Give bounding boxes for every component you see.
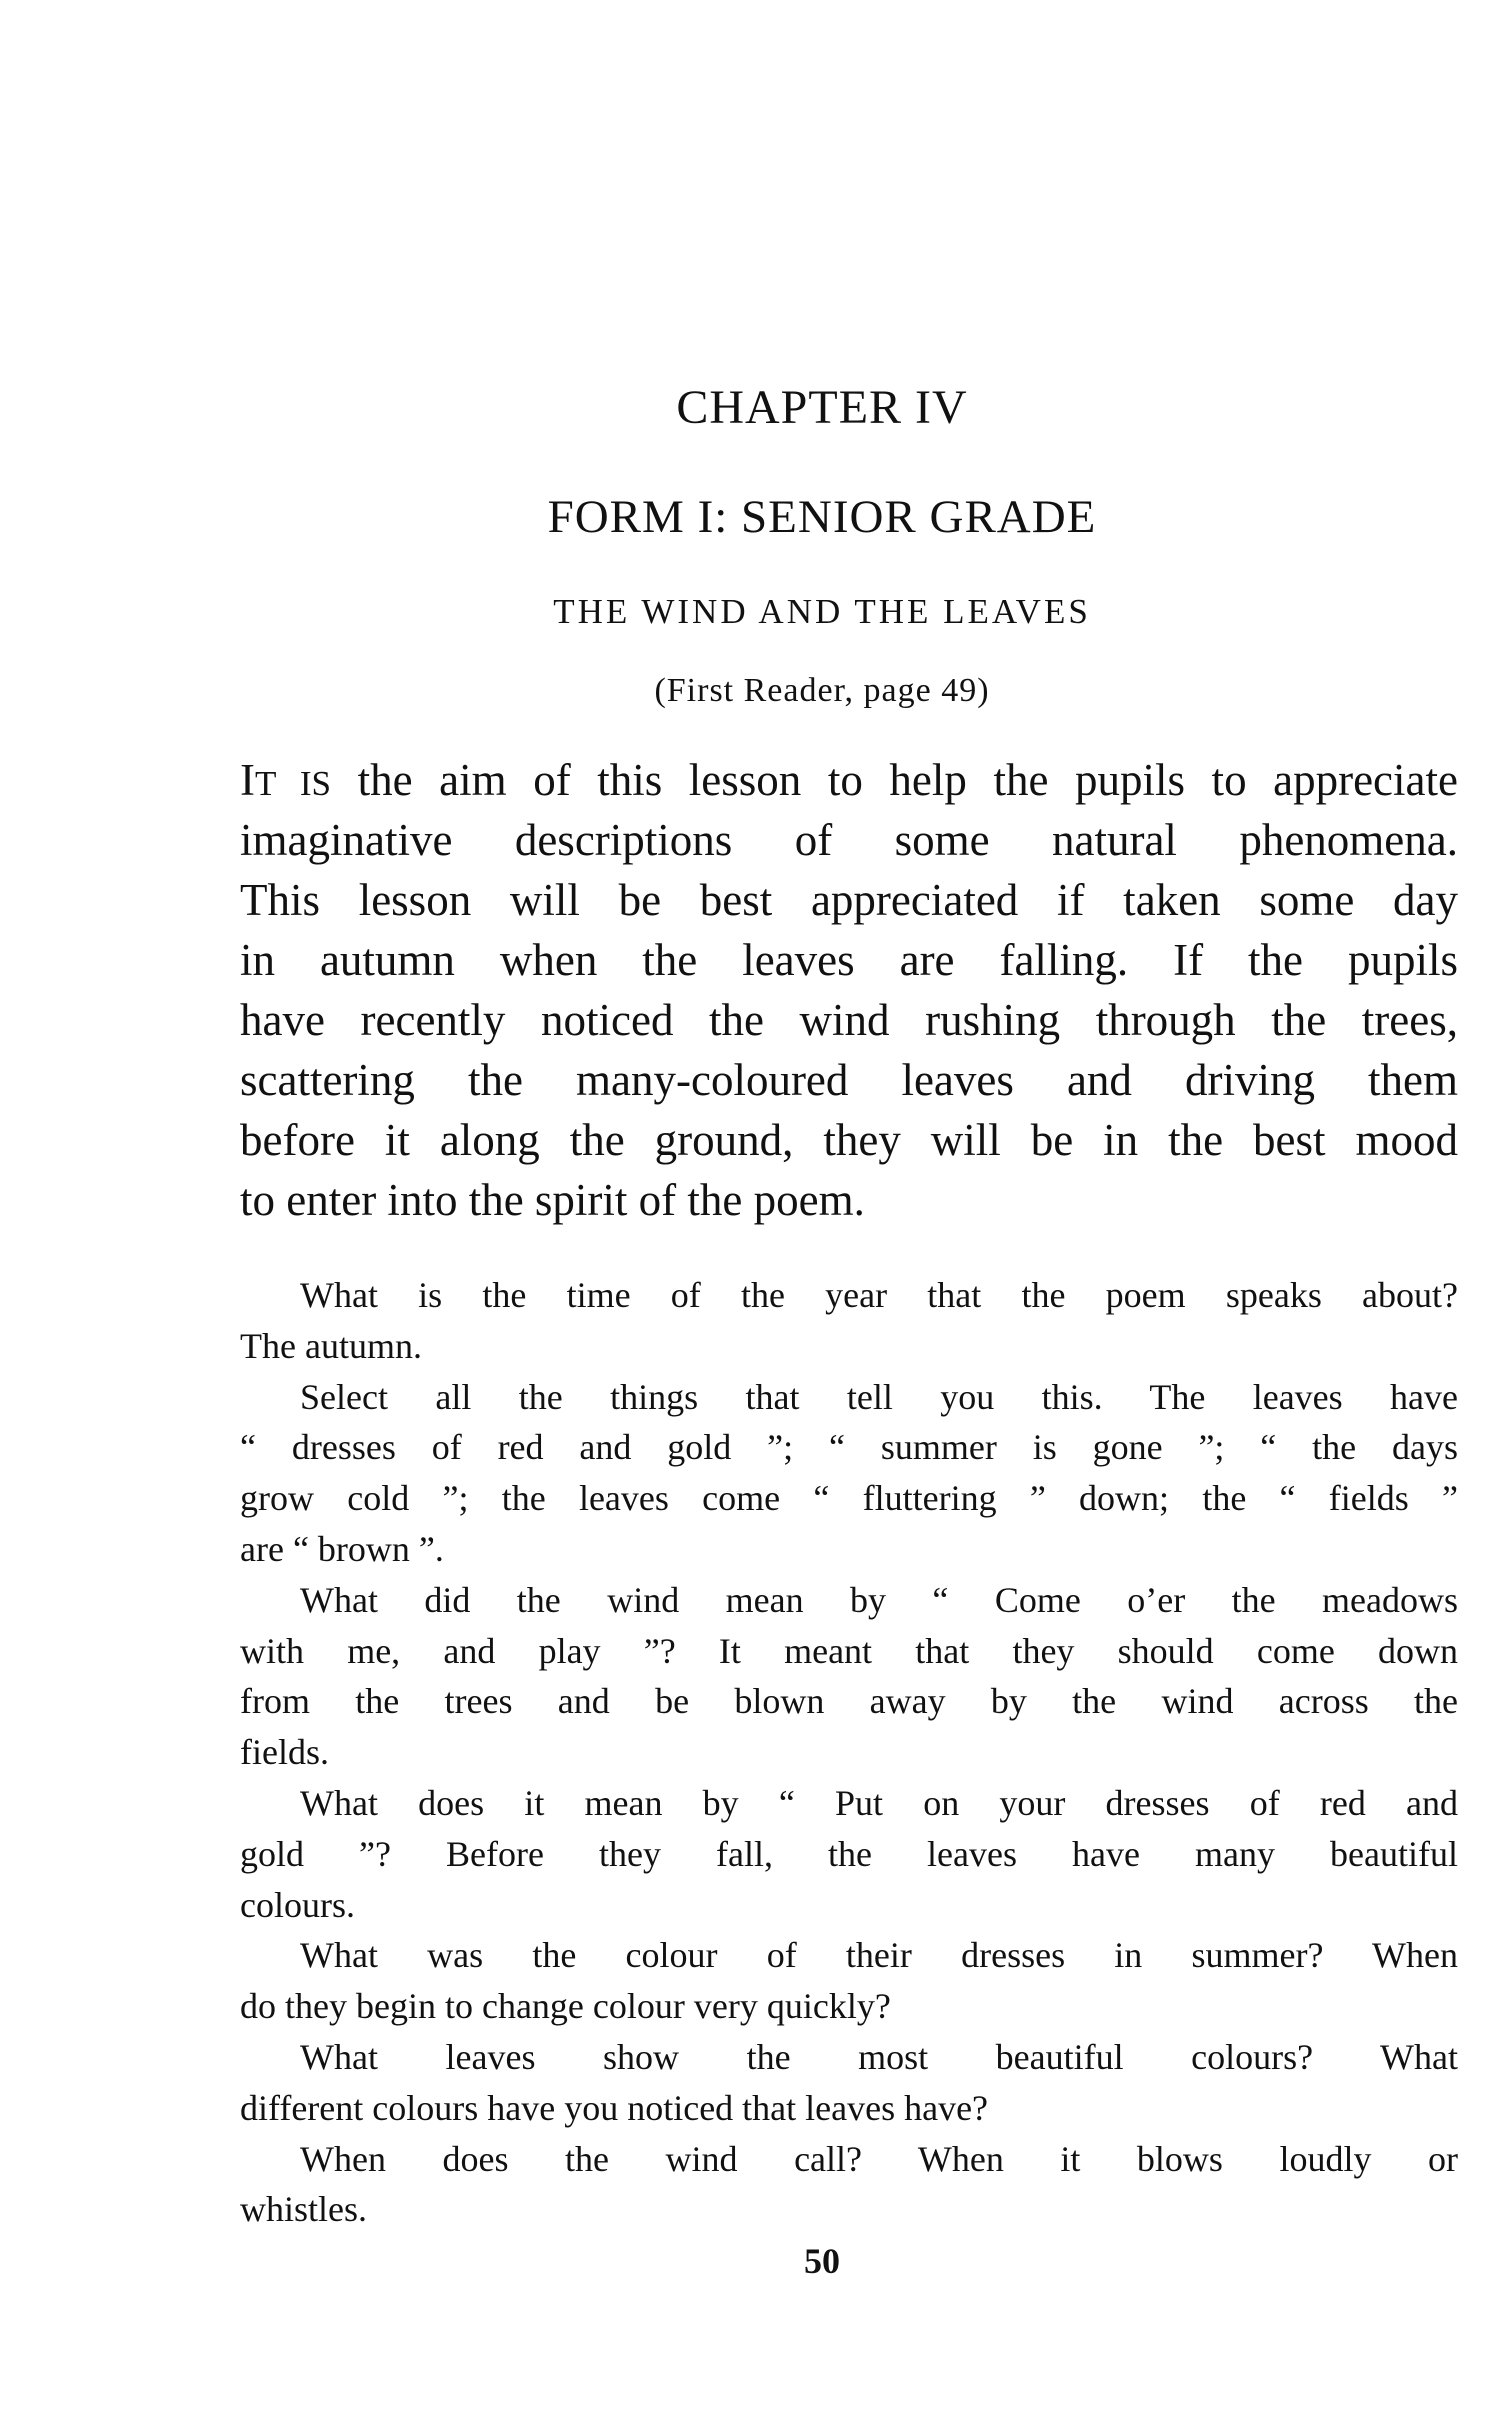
text-line: do they begin to change colour very quickly? (240, 1986, 891, 2027)
text-line (240, 750, 1458, 810)
text-line: from the trees and be blown away by the wind across the (240, 1681, 1458, 1722)
text-line: This lesson will be best appreciated if taken some day (240, 875, 1458, 925)
text-line: with me, and play ”? It meant that they should come down (240, 1630, 1458, 1671)
text-line: before it along the ground, they will be in the best mood (240, 1115, 1458, 1165)
drop-initial: I (240, 755, 255, 805)
qa-paragraph (240, 1270, 1458, 1372)
text-line: What leaves show the most beautiful colours? What (300, 2036, 1458, 2077)
text-line: scattering the many-coloured leaves and driving them (240, 1055, 1458, 1105)
text-line: What was the colour of their dresses in summer? When (300, 1935, 1458, 1976)
page-number: 50 (804, 2241, 840, 2281)
text-line: “ dresses of red and gold ”; “ summer is gone ”; “ the days (240, 1427, 1458, 1468)
text-line: have recently noticed the wind rushing through the trees, (240, 995, 1458, 1045)
lesson-title: THE WIND AND THE LEAVES (553, 592, 1091, 631)
text-line: grow cold ”; the leaves come “ fluttering ” down; the “ fields ” (240, 1478, 1458, 1519)
qa-paragraph (240, 2032, 1458, 2134)
text-line: What did the wind mean by “ Come o’er the meadows (300, 1579, 1458, 1620)
form-heading: FORM I: SENIOR GRADE (547, 491, 1097, 543)
text-line: colours. (240, 1884, 355, 1925)
qa-paragraph (240, 1575, 1458, 1778)
text-line: in autumn when the leaves are falling. If the pupils (240, 935, 1458, 985)
text-line: Select all the things that tell you this. The leaves have (300, 1376, 1458, 1417)
small-caps: T IS (255, 764, 332, 803)
text-line: When does the wind call? When it blows loudly or (300, 2138, 1458, 2179)
chapter-heading: CHAPTER IV (676, 381, 968, 434)
text-line: What is the time of the year that the poem speaks about? (300, 1275, 1458, 1315)
text-line: gold ”? Before they fall, the leaves have many beautiful (240, 1833, 1458, 1874)
source-reference: (First Reader, page 49) (654, 672, 990, 709)
text-line: to enter into the spirit of the poem. (240, 1175, 865, 1225)
text-line: different colours have you noticed that leaves have? (240, 2087, 989, 2128)
qa-paragraph (240, 1372, 1458, 1575)
text-line: imaginative descriptions of some natural phenomena. (240, 815, 1458, 865)
qa-paragraph (240, 1778, 1458, 1930)
qa-paragraph (240, 1930, 1458, 2032)
text-line: are “ brown ”. (240, 1528, 444, 1569)
intro-paragraph (240, 750, 1458, 1230)
text-line: What does it mean by “ Put on your dresses of red and (300, 1782, 1458, 1823)
text-line: whistles. (240, 2189, 368, 2230)
text-line: The autumn. (240, 1325, 422, 1366)
qa-paragraph (240, 2134, 1458, 2236)
questions-answers (240, 1270, 1458, 2235)
line-text: the aim of this lesson to help the pupils to appreciate (331, 755, 1458, 805)
text-line: fields. (240, 1732, 329, 1773)
